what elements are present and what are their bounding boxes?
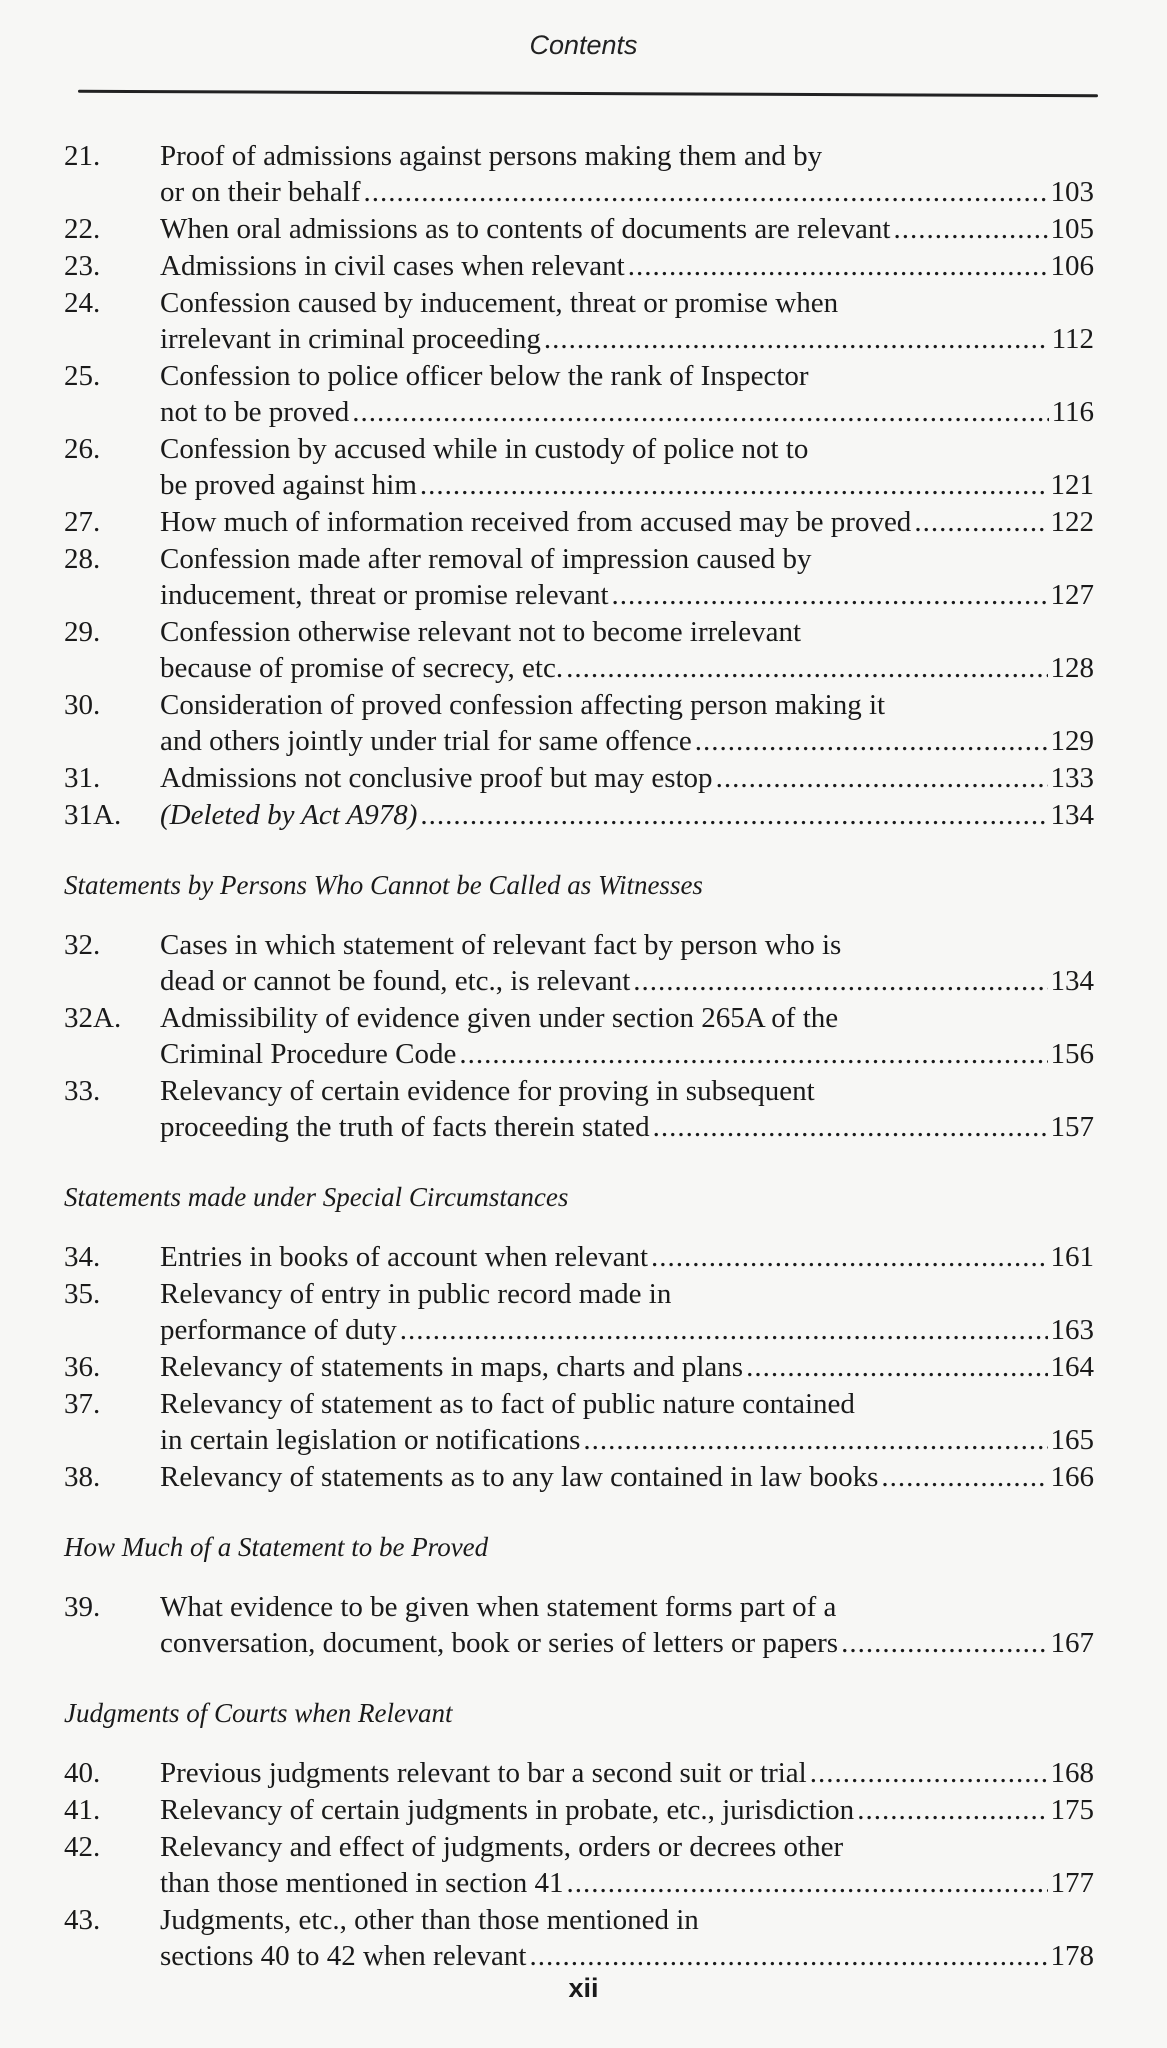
entry-line: (Deleted by Act A978) <box>160 799 418 831</box>
section-heading: How Much of a Statement to be Proved <box>64 1532 489 1562</box>
entry-final-line <box>160 577 1094 613</box>
entry-text <box>160 760 1094 796</box>
section-number: 25. <box>64 360 101 392</box>
page-number: 127 <box>1050 579 1094 611</box>
page-number: 161 <box>1050 1241 1094 1273</box>
section-number: 32. <box>64 929 101 961</box>
entry-text <box>160 211 1094 247</box>
entry-line: Previous judgments relevant to bar a second suit or trial <box>160 1757 807 1789</box>
toc-entry <box>64 138 1094 210</box>
dot-leader <box>420 797 1047 833</box>
toc-entry <box>64 797 1094 833</box>
entry-line: be proved against him <box>160 469 417 501</box>
page-number: 122 <box>1050 506 1094 538</box>
toc-entry <box>64 541 1094 613</box>
entry-line: Relevancy of entry in public record made in <box>160 1278 672 1310</box>
dot-leader <box>544 321 1049 357</box>
entry-line: What evidence to be given when statement forms part of a <box>160 1591 837 1623</box>
toc-entry <box>64 1902 1094 1974</box>
entry-line: not to be proved <box>160 396 350 428</box>
section-number: 30. <box>64 689 101 721</box>
entry-line: performance of duty <box>160 1314 397 1346</box>
dot-leader <box>716 760 1048 796</box>
toc-entry <box>64 504 1094 540</box>
toc-entry <box>64 1073 1094 1145</box>
section-number: 21. <box>64 140 101 172</box>
dot-leader <box>529 1938 1047 1974</box>
dot-leader <box>857 1792 1047 1828</box>
toc-entry <box>64 760 1094 796</box>
entry-line: Relevancy of statements as to any law contained in law books <box>160 1461 879 1493</box>
section-number: 24. <box>64 287 101 319</box>
entry-final-line <box>160 760 1094 796</box>
page-number: 128 <box>1050 652 1094 684</box>
entry-text <box>160 541 1094 613</box>
toc-entry <box>64 211 1094 247</box>
entry-final-line <box>160 1239 1094 1275</box>
entry-text <box>160 1349 1094 1385</box>
toc-entry <box>64 1755 1094 1791</box>
entry-text <box>160 614 1094 686</box>
entry-line: irrelevant in criminal proceeding <box>160 323 541 355</box>
section-heading: Judgments of Courts when Relevant <box>64 1698 453 1728</box>
toc-entry <box>64 1829 1094 1901</box>
section-number: 34. <box>64 1241 101 1273</box>
dot-leader <box>653 1109 1048 1145</box>
entry-line: Relevancy of certain judgments in probate, etc., jurisdiction <box>160 1794 855 1826</box>
toc-entry <box>64 1792 1094 1828</box>
entry-final-line <box>160 1036 1094 1072</box>
entry-text <box>160 687 1094 759</box>
page-number: 116 <box>1051 396 1094 428</box>
entry-final-line <box>160 174 1094 210</box>
dot-leader <box>633 963 1047 999</box>
dot-leader <box>881 1459 1047 1495</box>
entry-line: When oral admissions as to contents of documents are relevant <box>160 213 891 245</box>
toc-entry <box>64 687 1094 759</box>
entry-line: proceeding the truth of facts therein stated <box>160 1111 650 1143</box>
entry-line: Admissibility of evidence given under section 265A of the <box>160 1002 839 1034</box>
section-number: 33. <box>64 1075 101 1107</box>
entry-final-line <box>160 1109 1094 1145</box>
entry-text <box>160 1239 1094 1275</box>
dot-leader <box>651 1239 1047 1275</box>
page-folio: xii <box>568 1973 599 2003</box>
toc-entry <box>64 1276 1094 1348</box>
page-number: 105 <box>1050 213 1094 245</box>
page-number: 166 <box>1050 1461 1094 1493</box>
page-number: 121 <box>1050 469 1094 501</box>
entry-final-line <box>160 1625 1094 1661</box>
entry-line: Confession caused by inducement, threat or promise when <box>160 287 839 319</box>
page-number: 133 <box>1050 762 1094 794</box>
page-number: 112 <box>1051 323 1094 355</box>
section-number: 35. <box>64 1278 101 1310</box>
page-number: 103 <box>1050 176 1094 208</box>
entry-final-line <box>160 797 1094 833</box>
dot-leader <box>628 248 1048 284</box>
page-number: 156 <box>1050 1038 1094 1070</box>
entry-final-line <box>160 1312 1094 1348</box>
toc-entry <box>64 358 1094 430</box>
entry-text <box>160 285 1094 357</box>
section-number: 42. <box>64 1831 101 1863</box>
entry-line: Relevancy of statements in maps, charts and plans <box>160 1351 744 1383</box>
entry-final-line <box>160 963 1094 999</box>
section-number: 29. <box>64 616 101 648</box>
section-number: 40. <box>64 1757 101 1789</box>
section-number: 39. <box>64 1591 101 1623</box>
entry-line: Admissions in civil cases when relevant <box>160 250 625 282</box>
entry-final-line <box>160 1422 1094 1458</box>
toc-entry <box>64 1386 1094 1458</box>
page-number: 164 <box>1050 1351 1094 1383</box>
dot-leader <box>695 723 1048 759</box>
toc-entry <box>64 1459 1094 1495</box>
entry-line: Admissions not conclusive proof but may estop <box>160 762 713 794</box>
dot-leader <box>914 504 1047 540</box>
entry-text <box>160 1902 1094 1974</box>
entry-text <box>160 1276 1094 1348</box>
page-number: 165 <box>1050 1424 1094 1456</box>
page-number: 163 <box>1050 1314 1094 1346</box>
running-head: Contents <box>529 30 638 60</box>
dot-leader <box>567 1865 1048 1901</box>
entry-final-line <box>160 1938 1094 1974</box>
section-number: 43. <box>64 1904 101 1936</box>
page-number: 129 <box>1050 725 1094 757</box>
entry-line: in certain legislation or notifications <box>160 1424 581 1456</box>
toc-entry <box>64 285 1094 357</box>
entry-text <box>160 138 1094 210</box>
dot-leader <box>583 1422 1047 1458</box>
section-number: 41. <box>64 1794 101 1826</box>
dot-leader <box>841 1625 1047 1661</box>
entry-line: How much of information received from accused may be proved <box>160 506 912 538</box>
toc-entry <box>64 1349 1094 1385</box>
entry-line: Confession by accused while in custody of police not to <box>160 433 809 465</box>
section-number: 32A. <box>64 1002 122 1034</box>
dot-leader <box>566 650 1047 686</box>
dot-leader <box>746 1349 1047 1385</box>
page-number: 134 <box>1050 965 1094 997</box>
entry-line: than those mentioned in section 41 <box>160 1867 564 1899</box>
entry-line: Relevancy and effect of judgments, orders or decrees other <box>160 1831 844 1863</box>
section-number: 31A. <box>64 799 122 831</box>
entry-text <box>160 1792 1094 1828</box>
entry-final-line <box>160 1792 1094 1828</box>
dot-leader <box>400 1312 1048 1348</box>
page-number: 106 <box>1050 250 1094 282</box>
entry-line: dead or cannot be found, etc., is relevant <box>160 965 631 997</box>
dot-leader <box>810 1755 1048 1791</box>
entry-final-line <box>160 1349 1094 1385</box>
section-number: 37. <box>64 1388 101 1420</box>
entry-text <box>160 248 1094 284</box>
toc-entry <box>64 614 1094 686</box>
page-number: 167 <box>1050 1627 1094 1659</box>
entry-text <box>160 358 1094 430</box>
entry-text <box>160 1459 1094 1495</box>
section-heading: Statements by Persons Who Cannot be Called as Witnesses <box>64 870 703 900</box>
section-number: 26. <box>64 433 101 465</box>
entry-final-line <box>160 211 1094 247</box>
entry-final-line <box>160 650 1094 686</box>
section-number: 31. <box>64 762 101 794</box>
entry-line: Judgments, etc., other than those mentioned in <box>160 1904 699 1936</box>
entry-text <box>160 927 1094 999</box>
toc-entry <box>64 431 1094 503</box>
dot-leader <box>364 174 1048 210</box>
entry-line: Relevancy of statement as to fact of public nature contained <box>160 1388 855 1420</box>
dot-leader <box>893 211 1047 247</box>
entry-line: Confession made after removal of impression caused by <box>160 543 812 575</box>
toc-entry <box>64 1589 1094 1661</box>
page-number: 178 <box>1050 1940 1094 1972</box>
entry-text <box>160 1829 1094 1901</box>
section-number: 38. <box>64 1461 101 1493</box>
entry-final-line <box>160 467 1094 503</box>
entry-line: Proof of admissions against persons making them and by <box>160 140 823 172</box>
entry-line: or on their behalf <box>160 176 361 208</box>
section-heading: Statements made under Special Circumstances <box>64 1182 569 1212</box>
entry-line: Confession otherwise relevant not to become irrelevant <box>160 616 802 648</box>
entry-line: Criminal Procedure Code <box>160 1038 457 1070</box>
dot-leader <box>612 577 1048 613</box>
entry-final-line <box>160 504 1094 540</box>
entry-text <box>160 1386 1094 1458</box>
toc-entry <box>64 1239 1094 1275</box>
dot-leader <box>352 394 1048 430</box>
entry-text <box>160 504 1094 540</box>
page-number: 134 <box>1050 799 1094 831</box>
entry-final-line <box>160 248 1094 284</box>
toc-entry <box>64 248 1094 284</box>
section-number: 22. <box>64 213 101 245</box>
toc-entry <box>64 927 1094 999</box>
entry-text <box>160 1755 1094 1791</box>
dot-leader <box>420 467 1048 503</box>
page-number: 177 <box>1050 1867 1094 1899</box>
entry-line: Relevancy of certain evidence for proving in subsequent <box>160 1075 815 1107</box>
entry-final-line <box>160 1865 1094 1901</box>
entry-line: and others jointly under trial for same offence <box>160 725 692 757</box>
entry-text <box>160 797 1094 833</box>
entry-line: because of promise of secrecy, etc. <box>160 652 564 684</box>
entry-text <box>160 1000 1094 1072</box>
entry-line: sections 40 to 42 when relevant <box>160 1940 527 1972</box>
section-number: 36. <box>64 1351 101 1383</box>
entry-line: Cases in which statement of relevant fact by person who is <box>160 929 842 961</box>
entry-final-line <box>160 394 1094 430</box>
section-number: 28. <box>64 543 101 575</box>
table-of-contents <box>64 138 1094 1975</box>
page-number: 175 <box>1050 1794 1094 1826</box>
header-rule <box>78 90 1098 97</box>
toc-entry <box>64 1000 1094 1072</box>
section-number: 27. <box>64 506 101 538</box>
entry-final-line <box>160 1459 1094 1495</box>
entry-final-line <box>160 723 1094 759</box>
entry-text <box>160 1589 1094 1661</box>
page-number: 157 <box>1050 1111 1094 1143</box>
page-number: 168 <box>1050 1757 1094 1789</box>
section-number: 23. <box>64 250 101 282</box>
entry-text <box>160 1073 1094 1145</box>
entry-text <box>160 431 1094 503</box>
entry-line: Confession to police officer below the rank of Inspector <box>160 360 809 392</box>
entry-line: Entries in books of account when relevant <box>160 1241 649 1273</box>
entry-line: Consideration of proved confession affecting person making it <box>160 689 886 721</box>
entry-final-line <box>160 321 1094 357</box>
dot-leader <box>459 1036 1047 1072</box>
entry-line: inducement, threat or promise relevant <box>160 579 609 611</box>
entry-line: conversation, document, book or series of letters or papers <box>160 1627 839 1659</box>
entry-final-line <box>160 1755 1094 1791</box>
